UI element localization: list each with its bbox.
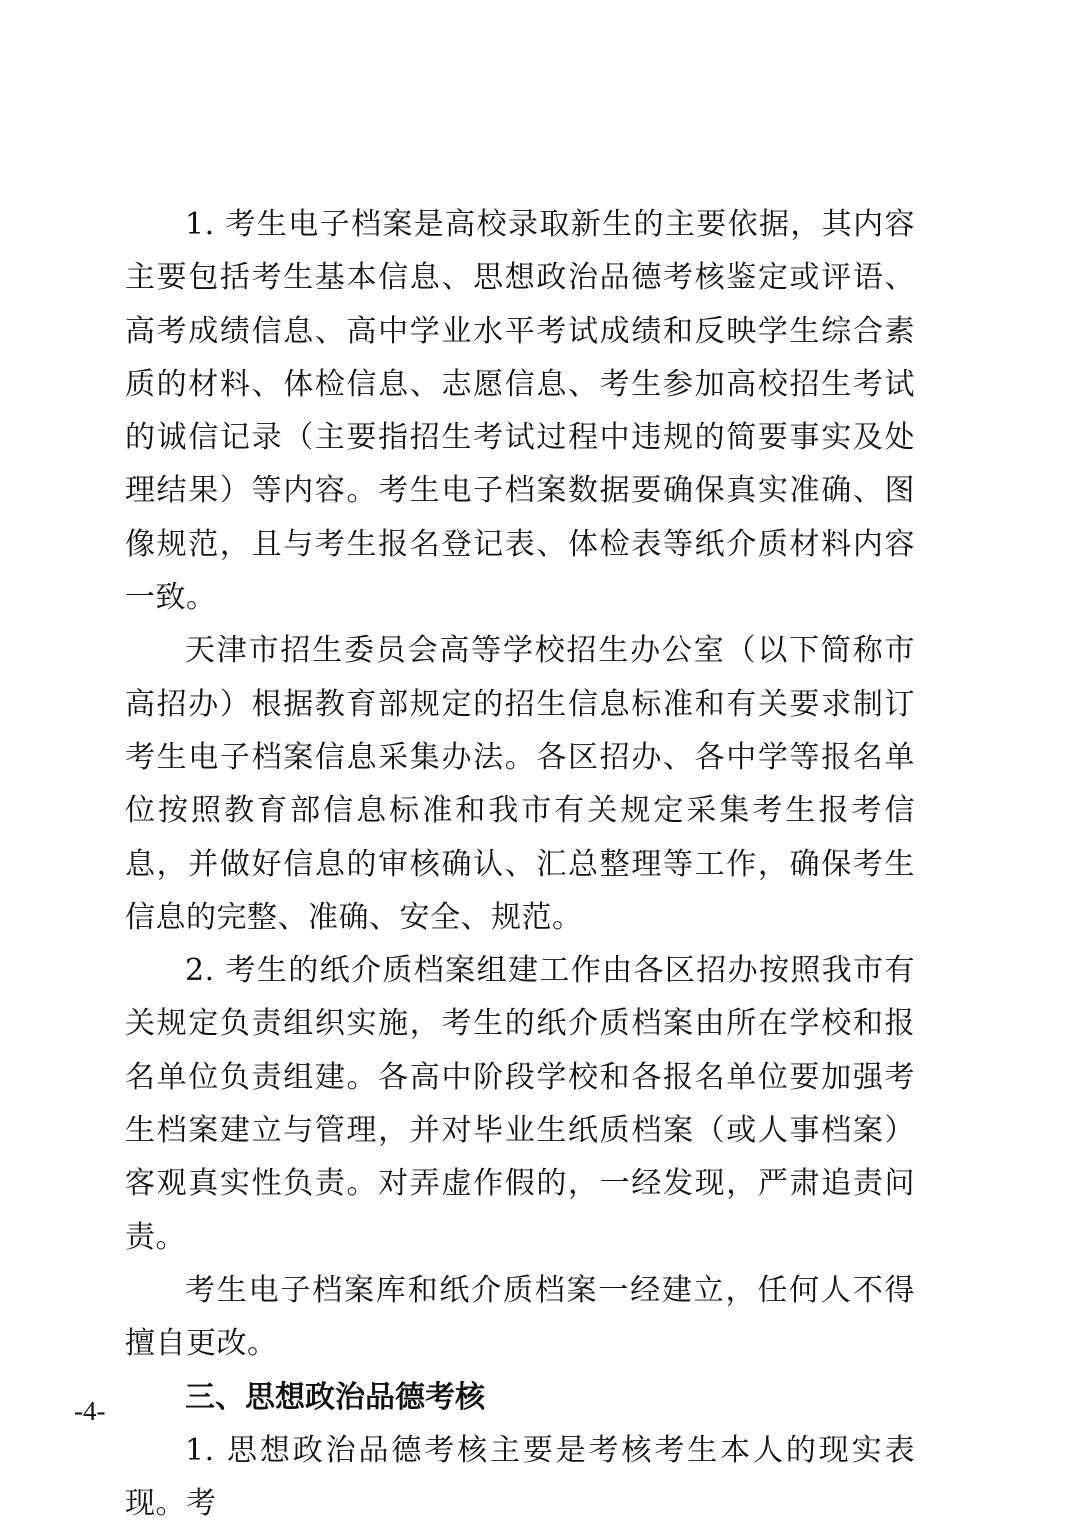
page-number: -4- — [74, 1396, 106, 1426]
paragraph-3: 2. 考生的纸介质档案组建工作由各区招办按照我市有关规定负责组织实施，考生的纸介质档案由所在学校和报名单位负责组建。各高中阶段学校和各报名单位要加强考生档案建立与管理，并对毕业生纸质档案（或人事档案）客观真实性负责。对弄虚作假的，一经发现，严肃追责问责。 — [125, 953, 915, 1255]
body-text — [125, 198, 915, 1530]
paragraph-4: 考生电子档案库和纸介质档案一经建立，任何人不得擅自更改。 — [125, 1272, 915, 1362]
paragraph-2: 天津市招生委员会高等学校招生办公室（以下简称市高招办）根据教育部规定的招生信息标准和有关要求制订考生电子档案信息采集办法。各区招办、各中学等报名单位按照教育部信息标准和我市有关规定采集考生报考信息，并做好信息的审核确认、汇总整理等工作，确保考生信息的完整、准确、安全、规范。 — [125, 633, 915, 935]
section-heading: 三、思想政治品德考核 — [185, 1379, 485, 1415]
paragraph-1: 1. 考生电子档案是高校录取新生的主要依据，其内容主要包括考生基本信息、思想政治品德考核鉴定或评语、高考成绩信息、高中学业水平考试成绩和反映学生综合素质的材料、体检信息、志愿信息、考生参加高校招生考试的诚信记录（主要指招生考试过程中违规的简要事实及处理结果）等内容。考生电子档案数据要确保真实准确、图像规范，且与考生报名登记表、体检表等纸介质材料内容一致。 — [125, 207, 915, 616]
paragraph-5: 1. 思想政治品德考核主要是考核考生本人的现实表现。考 — [125, 1432, 915, 1522]
